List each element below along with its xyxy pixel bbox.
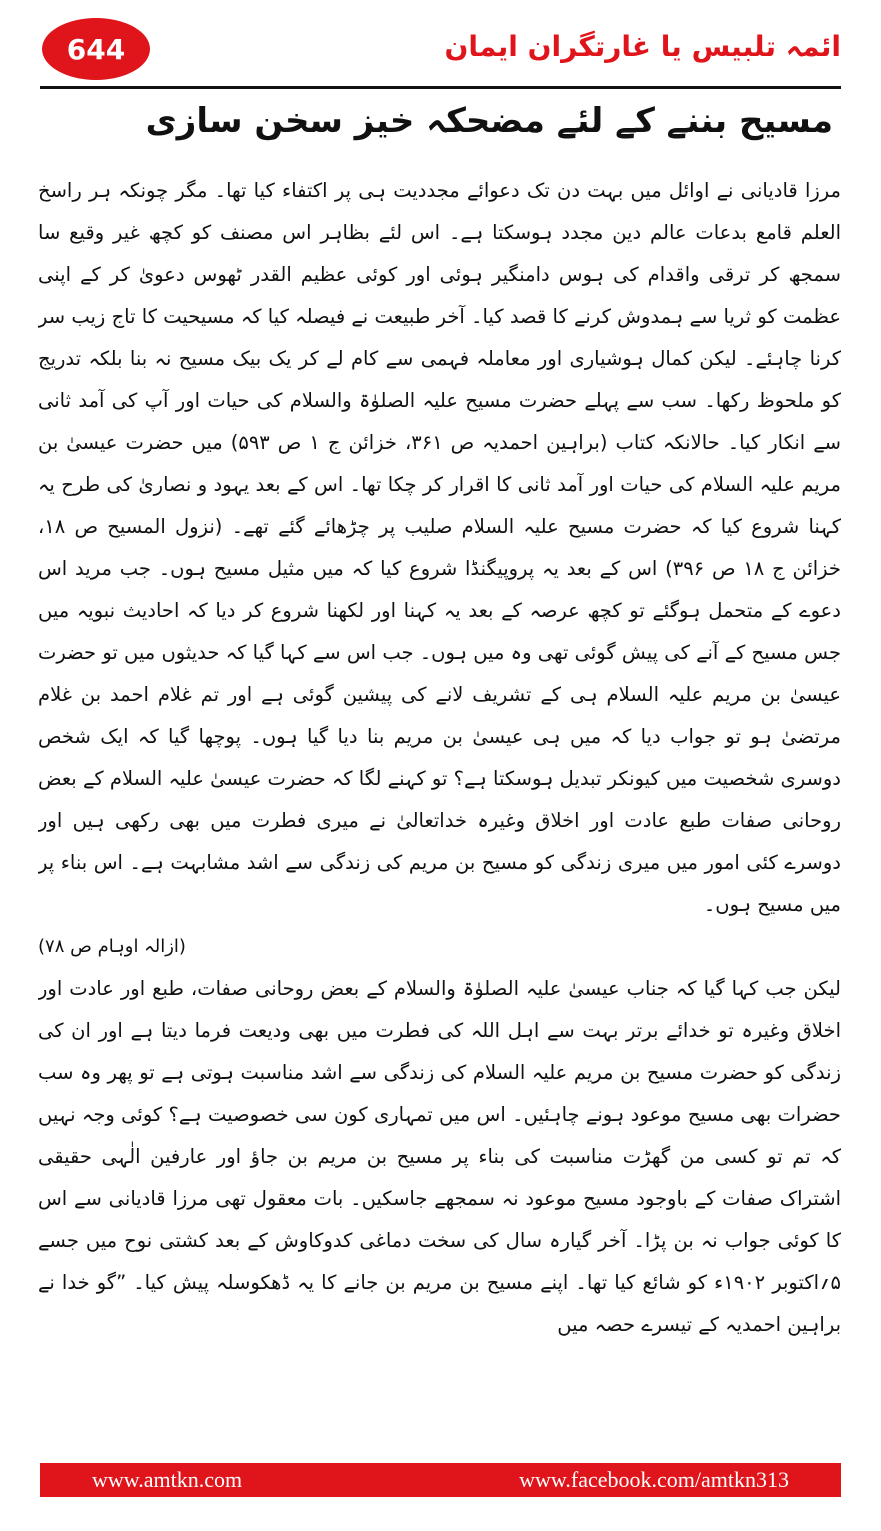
book-title: ائمہ تلبیس یا غارتگران ایمان [444, 30, 841, 63]
article-body [38, 170, 841, 1450]
header-divider [40, 86, 841, 89]
section-heading: مسیح بننے کے لئے مضحکہ خیز سخن سازی [145, 101, 833, 141]
citation-reference: (ازالہ اوہام ص ۷۸) [38, 936, 186, 957]
facebook-link[interactable]: www.facebook.com/amtkn313 [519, 1467, 789, 1492]
footer-bar [40, 1463, 841, 1497]
website-link[interactable]: www.amtkn.com [92, 1467, 243, 1492]
paragraph-2: لیکن جب کہا گیا کہ جناب عیسیٰ علیہ الصلوٰۃ والسلام کے بعض روحانی صفات، طبع اور عادت اور اخلاق وغیرہ تو خدائے برتر بہت سے اہل اللہ کی فطرت میں بھی ودیعت فرما دیتا ہے اور ان کی زندگی کو حضرت مسیح بن مریم علیہ السلام کی زندگی سے اشد مناسبت ہوتی ہے تو پھر وہ سب حضرات بھی مسیح موعود ہونے چاہئیں۔ اس میں تمہاری کون سی خصوصیت ہے؟ کوئی وجہ نہیں کہ تم تو کسی من گھڑت مناسبت کی بناء پر مسیح بن مریم بن جاؤ اور عارفین الٰہی حقیقی اشتراک صفات کے باوجود مسیح موعود نہ سمجھے جاسکیں۔ بات معقول تھی مرزا قادیانی سے اس کا کوئی جواب نہ بن پڑا۔ آخر گیارہ سال کی سخت دماغی کدوکاوش کے بعد کشتی نوح میں جسے ۵؍اکتوبر ۱۹۰۲ء کو شائع کیا تھا۔ اپنے مسیح بن مریم بن جانے کا یہ ڈھکوسلہ پیش کیا۔ ”گو خدا نے براہین احمدیہ کے تیسرے حصہ میں [38, 977, 841, 1336]
page-number-badge: 644 [42, 18, 150, 80]
paragraph-1: مرزا قادیانی نے اوائل میں بہت دن تک دعوائے مجددیت ہی پر اکتفاء کیا تھا۔ مگر چونکہ ہر راسخ العلم قامع بدعات عالم دین مجدد ہوسکتا ہے۔ اس لئے بظاہر اس مصنف کو کچھ غیر وقیع سا سمجھ کر ترقی واقدام کی ہوس دامنگیر ہوئی اور کوئی عظیم القدر ٹھوس دعویٰ کر کے اپنی عظمت کو ثریا سے ہمدوش کرنے کا قصد کیا۔ آخر طبیعت نے فیصلہ کیا کہ مسیحیت کا تاج زیب سر کرنا چاہئے۔ لیکن کمال ہوشیاری اور معاملہ فہمی سے کام لے کر یک بیک مسیح نہ بنا بلکہ تدریج کو ملحوظ رکھا۔ سب سے پہلے حضرت مسیح علیہ الصلوٰۃ والسلام کی حیات اور آپ کی آمد ثانی سے انکار کیا۔ حالانکہ کتاب (براہین احمدیہ ص ۳۶۱، خزائن ج ۱ ص ۵۹۳) میں حضرت عیسیٰ بن مریم علیہ السلام کی حیات اور آمد ثانی کا اقرار کر چکا تھا۔ اس کے بعد یہود و نصاریٰ کی طرح یہ کہنا شروع کیا کہ حضرت مسیح علیہ السلام صلیب پر چڑھائے گئے تھے۔ (نزول المسیح ص ۱۸، خزائن ج ۱۸ ص ۳۹۶) اس کے بعد یہ پروپیگنڈا شروع کیا کہ میں مثیل مسیح ہوں۔ جب مرید اس دعوے کے متحمل ہوگئے تو کچھ عرصہ کے بعد یہ کہنا اور لکھنا شروع کر دیا کہ احادیث نبویہ میں جس مسیح کے آنے کی پیش گوئی تھی وہ میں ہوں۔ جب اس سے کہا گیا کہ حدیثوں میں تو حضرت عیسیٰ بن مریم علیہ السلام ہی کے تشریف لانے کی پیشین گوئی ہے اور تم غلام احمد بن غلام مرتضیٰ ہو تو جواب دیا کہ میں ہی عیسیٰ بن مریم بنا دیا گیا ہوں۔ پوچھا گیا کہ ایک شخص دوسری شخصیت میں کیونکر تبدیل ہوسکتا ہے؟ تو کہنے لگا کہ حضرت عیسیٰ علیہ السلام کے بعض روحانی صفات طبع عادت اور اخلاق وغیرہ خداتعالیٰ نے میری فطرت میں بھی رکھی ہیں اور دوسرے کئی امور میں میری زندگی کو مسیح بن مریم کی زندگی سے اشد مشابہت ہے۔ اس بناء پر میں مسیح ہوں۔ [38, 179, 841, 916]
